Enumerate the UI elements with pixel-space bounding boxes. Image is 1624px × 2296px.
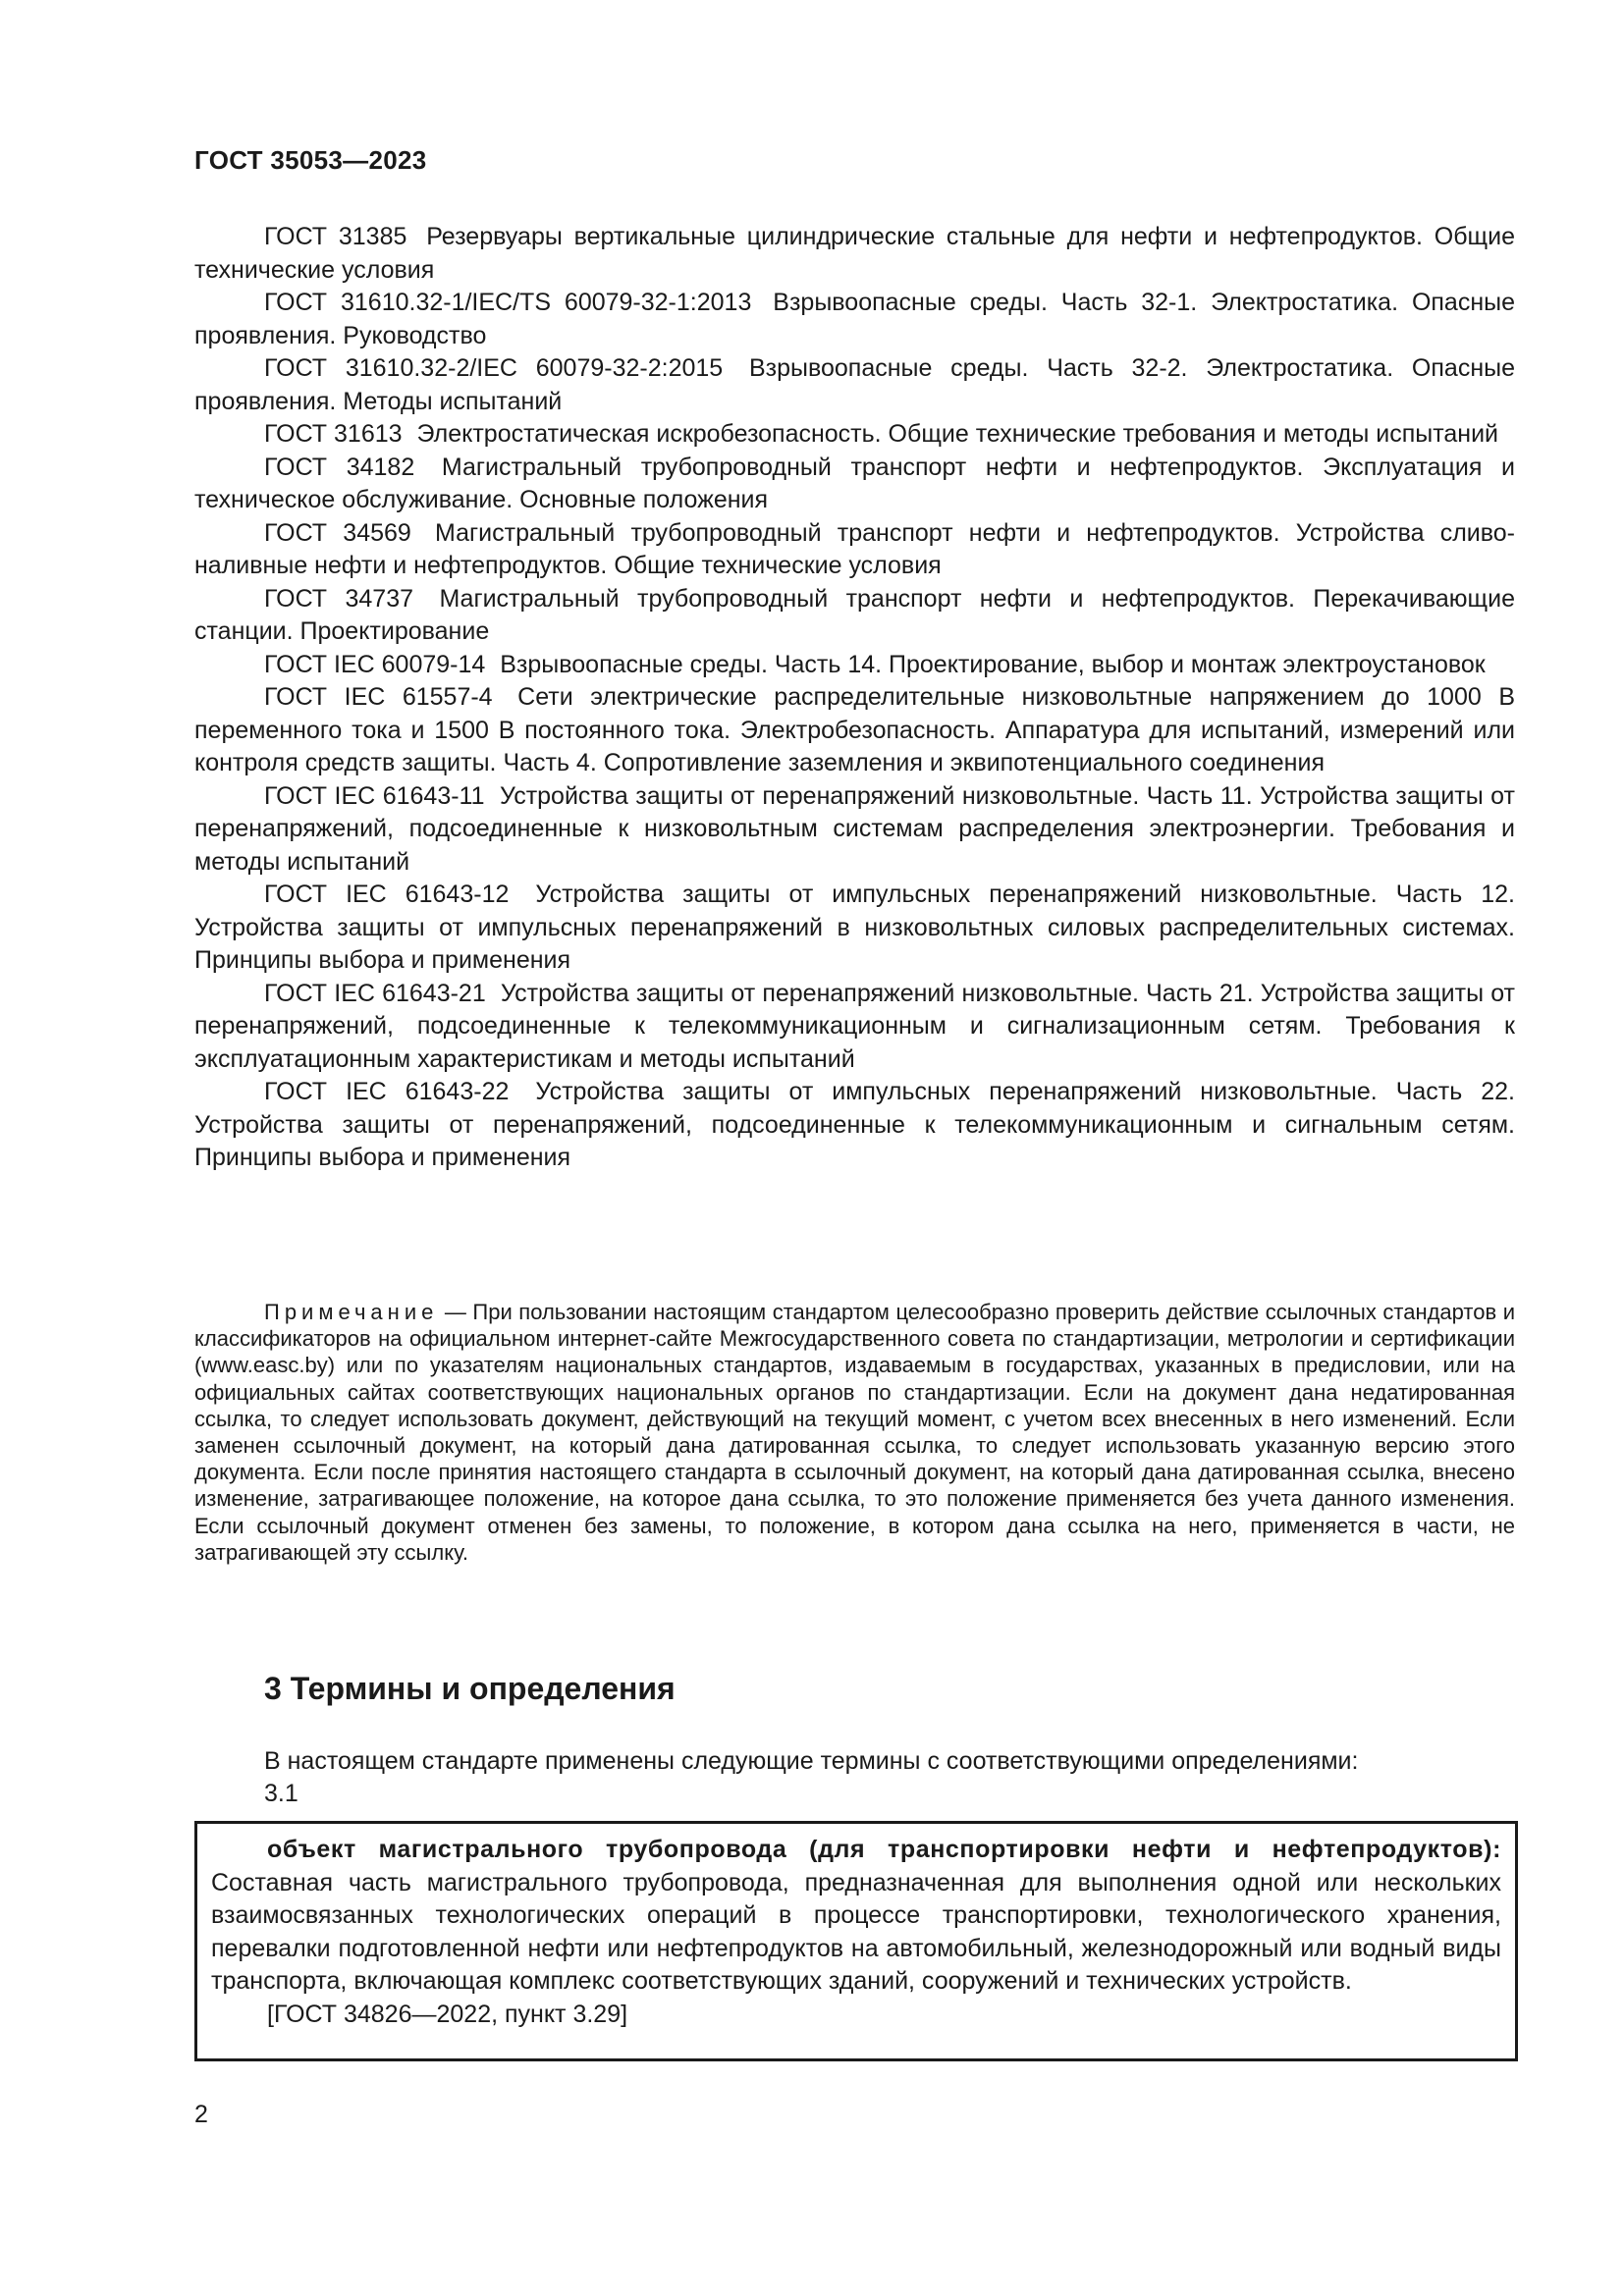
reference-title: Сети электрические распределительные низковольтные напряжением до 1000 В переменного тока и 1500 В постоянного тока. Электробезопасность. Аппаратура для испытаний, измерений или контроля средств защиты. Часть 4. Сопротивление заземления и эквипотенциального соединения — [194, 683, 1515, 776]
reference-code: ГОСТ 34182 — [264, 453, 415, 481]
note-text: — При пользовании настоящим стандартом целесообразно проверить действие ссылочных стандартов и классификаторов на официальном интернет-сайте Межгосударственного совета по стандартизации, метрологии и сертификации (www.easc.by) или по указателям национальных стандартов, издаваемым в государствах, указанных в предисловии, или на официальных сайтах соответствующих национальных органов по стандартизации. Если на документ дана недатированная ссылка, то следует использовать документ, действующий на текущий момент, с учетом всех внесенных в него изменений. Если заменен ссылочный документ, на который дана датированная ссылка, то следует использовать указанную версию этого документа. Если после принятия настоящего стандарта в ссылочный документ, на который дана датированная ссылка, внесено изменение, затрагивающее положение, на которое дана ссылка, то это положение применяется без учета данного изменения. Если ссылочный документ отменен без замены, то положение, в котором дана ссылка на него, применяется в части, не затрагивающей эту ссылку. — [194, 1300, 1515, 1565]
reference-title: Устройства защиты от перенапряжений низковольтные. Часть 21. Устройства защиты от перенапряжений, подсоединенные к телекоммуникационным и сигнализационным сетям. Требования к эксплуатационным характеристикам и методы испытаний — [194, 979, 1516, 1073]
section-intro: В настоящем стандарте применены следующие термины с соответствующими определениями: — [264, 1747, 1359, 1775]
section-heading: 3 Термины и определения — [264, 1671, 676, 1706]
reference-code: ГОСТ 31613 — [264, 420, 403, 448]
document-header: ГОСТ 35053—2023 — [194, 145, 427, 175]
reference-title: Взрывоопасные среды. Часть 32-2. Электростатика. Опасные проявления. Методы испытаний — [194, 354, 1515, 415]
reference-item — [194, 681, 1515, 780]
reference-item — [194, 517, 1515, 583]
term-definition-text: Составная часть магистрального трубопровода, предназначенная для выполнения одной или нескольких взаимосвязанных технологических операций в процессе транспортировки, технологического хранения, перевалки подготовленной нефти или нефтепродуктов на автомобильный, железнодорожный или водный виды транспорта, включающая комплекс соответствующих зданий, сооружений и технических устройств. — [211, 1868, 1501, 1995]
reference-title: Устройства защиты от импульсных перенапряжений низковольтные. Часть 22. Устройства защиты от перенапряжений, подсоединенные к телекоммуникационным и сигнальным сетям. Принципы выбора и применения — [194, 1078, 1516, 1171]
reference-code: ГОСТ IEC 61643-11 — [264, 781, 485, 810]
term-definition-box — [194, 1821, 1518, 2061]
reference-code: ГОСТ 31385 — [264, 223, 407, 250]
reference-title: Электростатическая искробезопасность. Общие технические требования и методы испытаний — [416, 420, 1499, 448]
reference-code: ГОСТ IEC 61643-22 — [264, 1078, 510, 1105]
reference-item — [194, 649, 1515, 682]
reference-title: Взрывоопасные среды. Часть 32-1. Электростатика. Опасные проявления. Руководство — [194, 289, 1516, 349]
normative-references-list — [194, 221, 1515, 1175]
reference-item — [194, 1076, 1515, 1175]
reference-title: Устройства защиты от перенапряжений низковольтные. Часть 11. Устройства защиты от перенапряжений, подсоединенные к низковольтным системам распределения электроэнергии. Требования и методы испытаний — [194, 781, 1515, 876]
reference-item — [194, 583, 1515, 649]
page-number: 2 — [194, 2101, 208, 2128]
reference-code: ГОСТ IEC 60079-14 — [264, 650, 486, 678]
reference-title: Резервуары вертикальные цилиндрические стальные для нефти и нефтепродуктов. Общие технические условия — [194, 223, 1515, 284]
reference-item — [194, 879, 1515, 978]
reference-title: Магистральный трубопроводный транспорт нефти и нефтепродуктов. Устройства сливо-наливные нефти и нефтепродуктов. Общие технические условия — [194, 518, 1515, 579]
reference-code: ГОСТ 31610.32-1/IEC/TS 60079-32-1:2013 — [264, 289, 752, 316]
reference-code: ГОСТ IEC 61643-21 — [264, 979, 486, 1007]
reference-code: ГОСТ IEC 61557-4 — [264, 683, 493, 711]
references-note — [194, 1299, 1515, 1566]
reference-title: Устройства защиты от импульсных перенапряжений низковольтные. Часть 12. Устройства защиты от импульсных перенапряжений в низковольтных силовых распределительных системах. Принципы выбора и применения — [194, 881, 1516, 974]
reference-item — [194, 352, 1515, 418]
reference-code: ГОСТ 31610.32-2/IEC 60079-32-2:2015 — [264, 354, 724, 382]
reference-item — [194, 221, 1515, 287]
reference-item — [194, 452, 1515, 517]
reference-item — [194, 780, 1515, 880]
reference-code: ГОСТ IEC 61643-12 — [264, 881, 510, 908]
reference-title: Магистральный трубопроводный транспорт нефти и нефтепродуктов. Перекачивающие станции. Проектирование — [194, 584, 1515, 645]
note-label: Примечание — [264, 1300, 439, 1324]
term-number: 3.1 — [264, 1780, 298, 1807]
term-source: [ГОСТ 34826—2022, пункт 3.29] — [267, 2000, 628, 2028]
reference-item — [194, 418, 1515, 452]
term-definition — [211, 1834, 1501, 1999]
reference-code: ГОСТ 34569 — [264, 518, 411, 547]
reference-item — [194, 287, 1515, 352]
reference-code: ГОСТ 34737 — [264, 584, 414, 613]
term-name: объект магистрального трубопровода (для транспортировки нефти и нефтепродуктов): — [267, 1836, 1501, 1863]
reference-title: Взрывоопасные среды. Часть 14. Проектирование, выбор и монтаж электроустановок — [500, 650, 1486, 678]
reference-title: Магистральный трубопроводный транспорт нефти и нефтепродуктов. Эксплуатация и техническое обслуживание. Основные положения — [194, 453, 1515, 513]
reference-item — [194, 978, 1515, 1077]
